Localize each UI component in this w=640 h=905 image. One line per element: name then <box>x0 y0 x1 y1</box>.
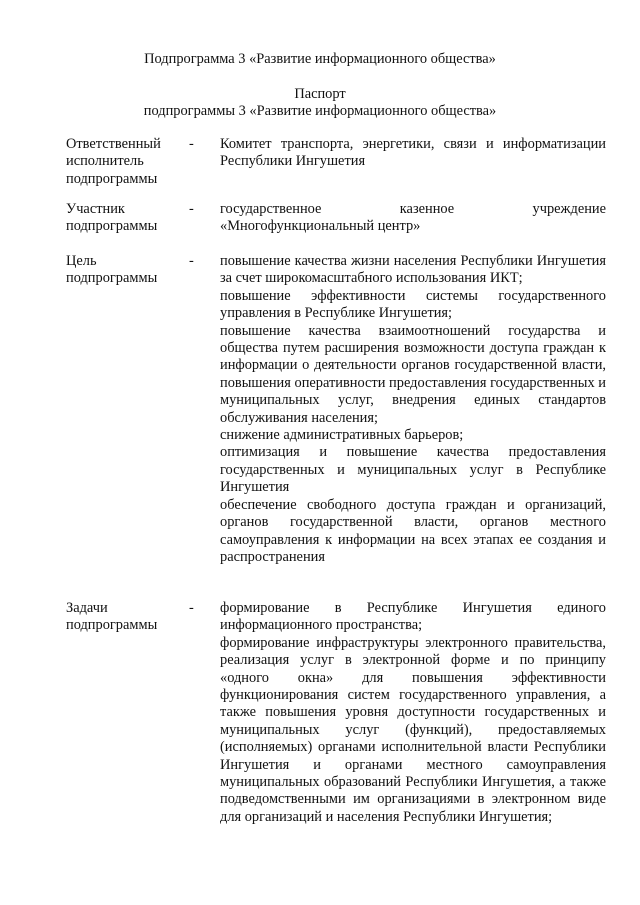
subprogram-title: Подпрограмма 3 «Развитие информационного общества» <box>144 51 496 67</box>
row-paragraph: формирование инфраструктуры электронного правительства, реализация услуг в электронной форме и по принципу «одного окна» для повышения эффективности функционирования систем государственного управления, а также повышения уровня доступности государственных и муниципальных услуг (функций), предоставляемых (исполняемых) органами исполнительной власти Республики Ингушетия и органами местного самоуправления муниципальных образований Республики Ингушетия, а также подведомственными им организациями в электронном виде для организаций и населения Республики Ингушетия; <box>220 634 606 825</box>
row-content <box>220 600 606 826</box>
row-paragraph: государственное казенное учреждение «Многофункциональный центр» <box>220 201 606 235</box>
row-label: Ответственный исполнитель подпрограммы <box>66 136 161 187</box>
row-dash: - <box>189 136 194 152</box>
row-content <box>220 201 606 236</box>
row-content <box>220 136 606 171</box>
row-paragraph: оптимизация и повышение качества предоставления государственных и муниципальных услуг в Республике Ингушетия <box>220 444 606 496</box>
row-label: Участник подпрограммы <box>66 201 158 235</box>
row-paragraph: Комитет транспорта, энергетики, связи и информатизации Республики Ингушетия <box>220 136 606 170</box>
row-paragraph: повышение качества жизни населения Республики Ингушетия за счет широкомасштабного использования ИКТ; <box>220 253 606 287</box>
passport-heading: Паспорт <box>294 86 346 102</box>
row-dash: - <box>189 600 194 616</box>
row-paragraph: повышение качества взаимоотношений государства и общества путем расширения возможности доступа граждан к информации о деятельности органов государственной власти, повышения оперативности предоставления государственных и муниципальных услуг, внедрения единых стандартов обслуживания населения; <box>220 322 606 426</box>
row-label: Цель подпрограммы <box>66 253 158 287</box>
row-content <box>220 253 606 566</box>
row-label: Задачи подпрограммы <box>66 600 158 634</box>
row-paragraph: снижение административных барьеров; <box>220 427 464 444</box>
row-paragraph: повышение эффективности системы государственного управления в Республике Ингушетия; <box>220 287 606 322</box>
row-paragraph: обеспечение свободного доступа граждан и организаций, органов государственной власти, органов местного самоуправления к информации на всех этапах ее создания и распространения <box>220 496 606 565</box>
passport-subtitle: подпрограммы 3 «Развитие информационного общества» <box>143 103 497 119</box>
row-paragraph: формирование в Республике Ингушетия единого информационного пространства; <box>220 600 606 634</box>
row-dash: - <box>189 201 194 217</box>
row-dash: - <box>189 253 194 269</box>
